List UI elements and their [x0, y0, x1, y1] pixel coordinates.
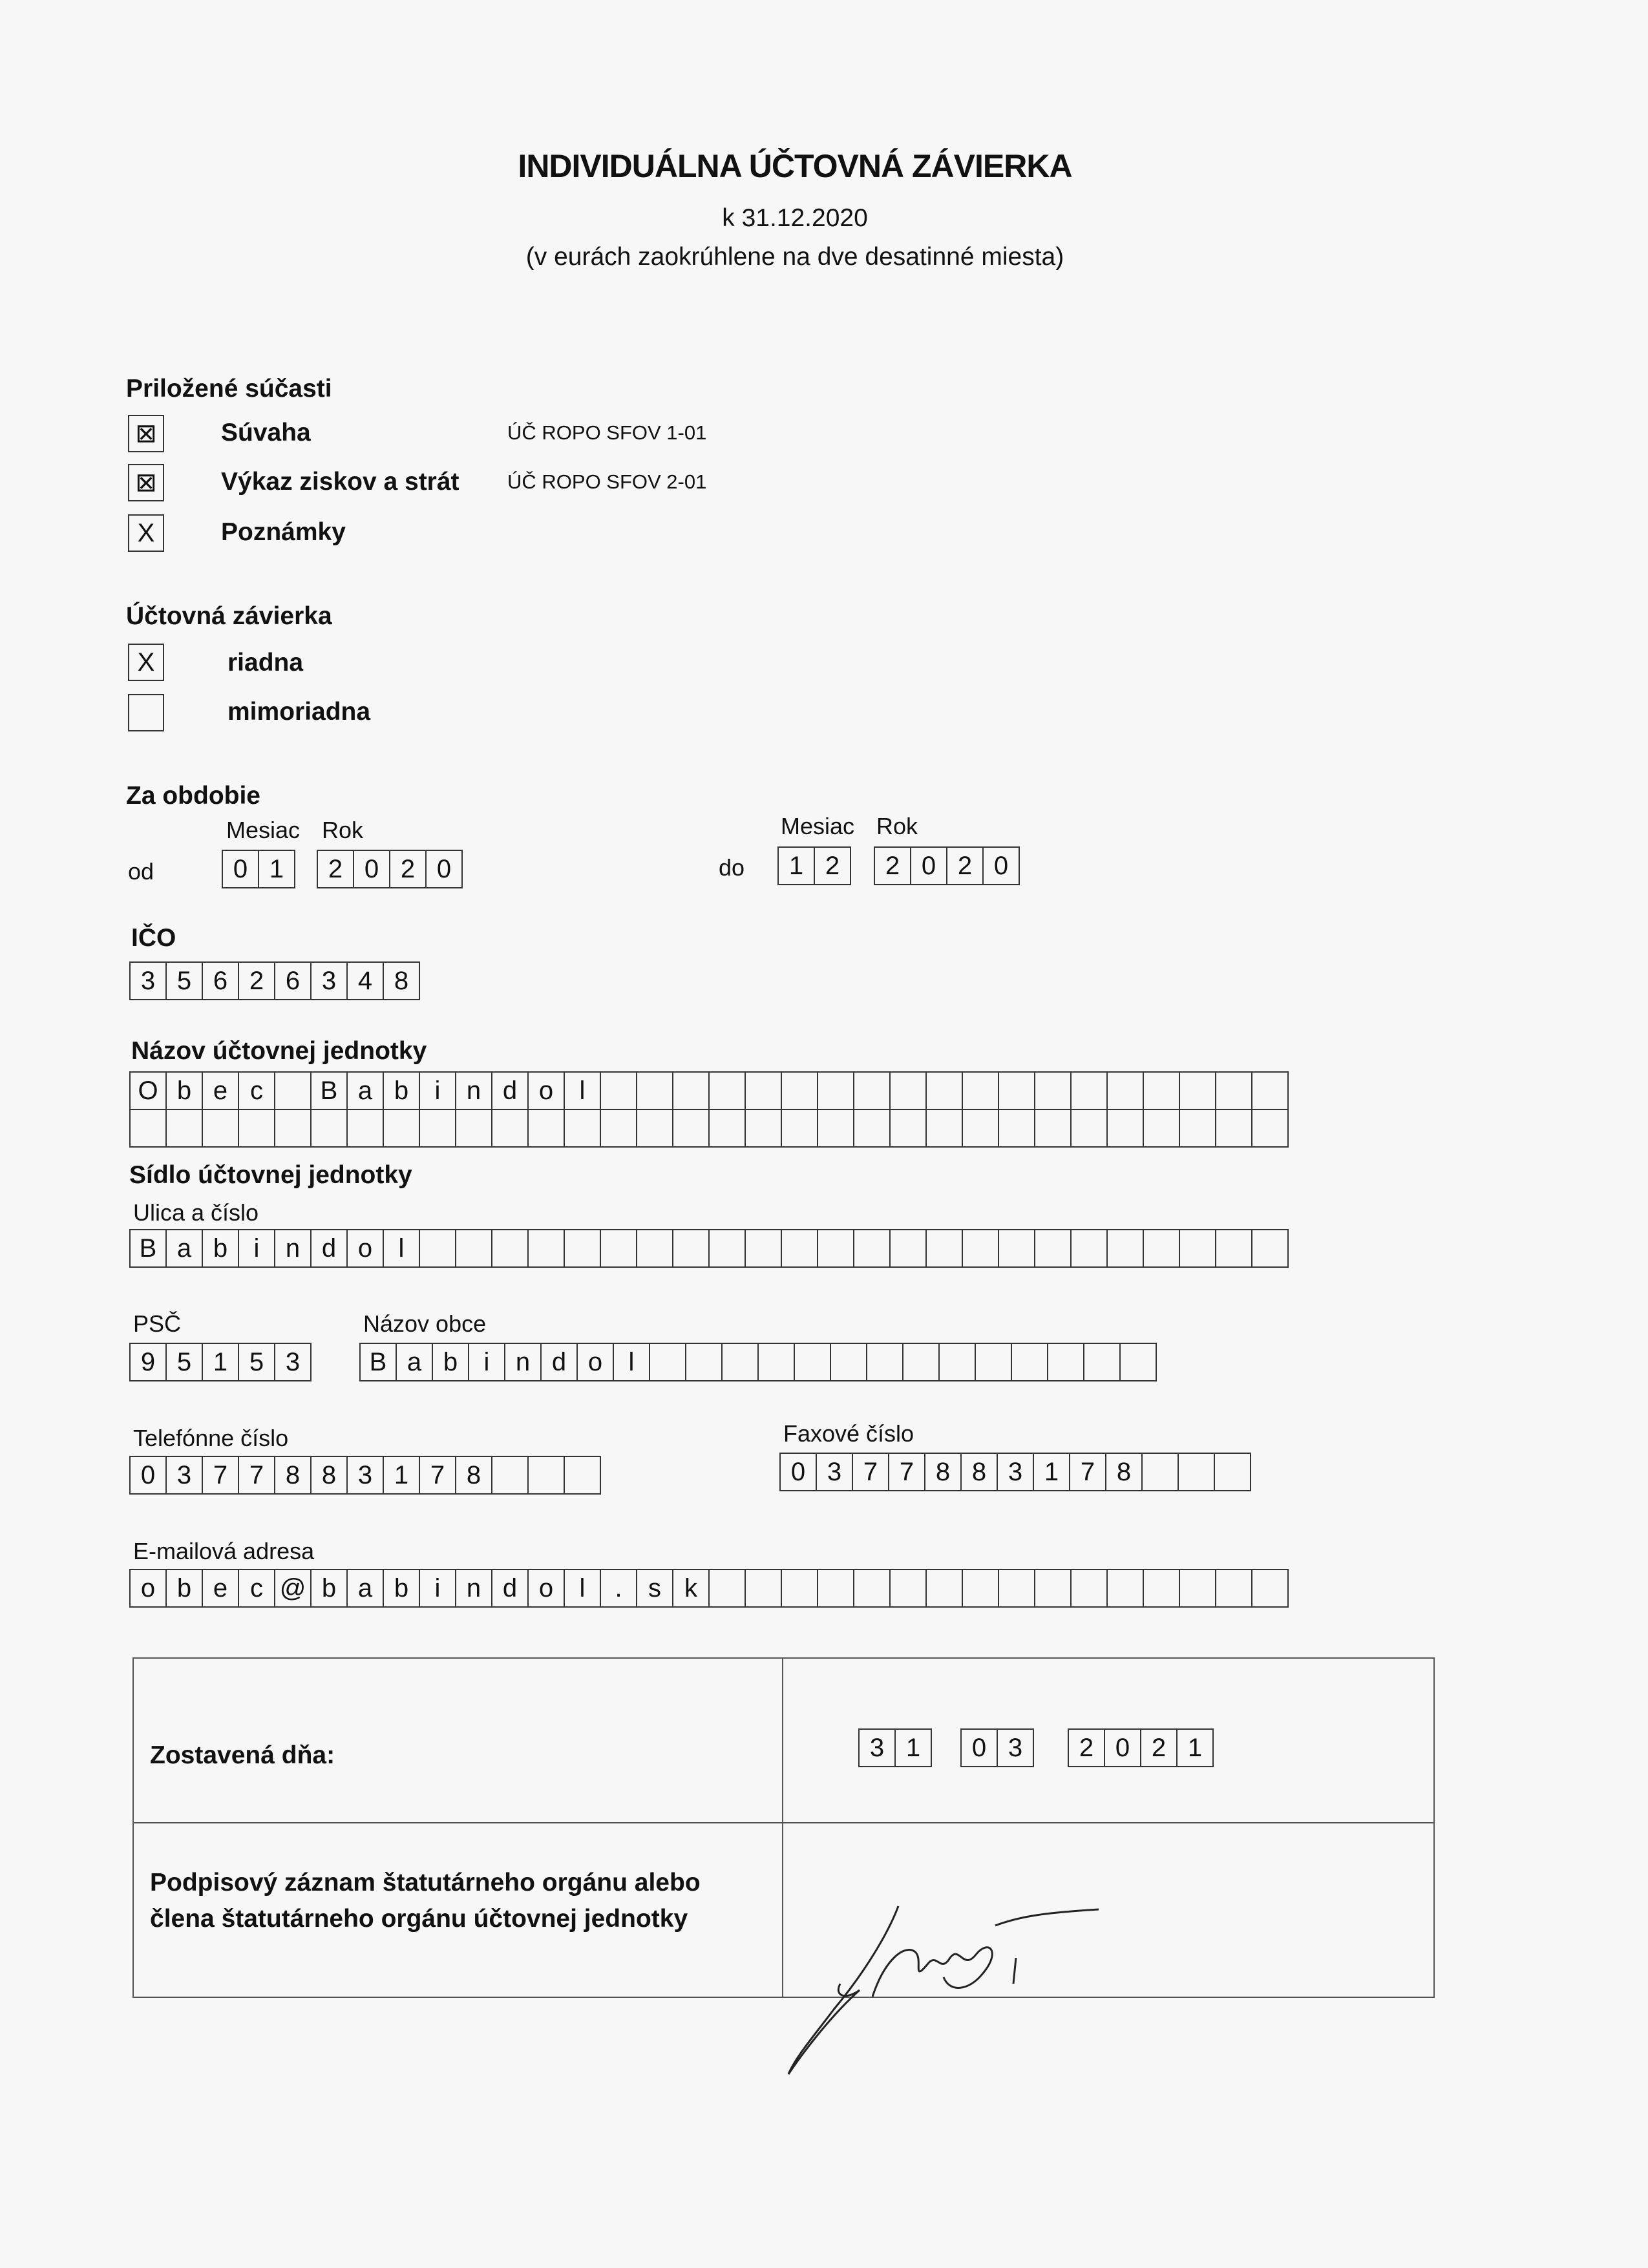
- code-suvaha: ÚČ ROPO SFOV 1-01: [507, 421, 707, 444]
- char-cell: 5: [238, 1343, 275, 1381]
- compiled-day-field[interactable]: [858, 1728, 932, 1767]
- char-cell: [1179, 1071, 1216, 1110]
- char-cell: B: [310, 1071, 348, 1110]
- char-cell: 3: [997, 1728, 1034, 1767]
- char-cell: [672, 1109, 710, 1148]
- char-cell: [649, 1343, 686, 1381]
- town-label: Názov obce: [363, 1310, 487, 1337]
- char-cell: o: [527, 1071, 565, 1110]
- phone-field[interactable]: [129, 1456, 601, 1495]
- char-cell: [781, 1071, 818, 1110]
- char-cell: [564, 1456, 601, 1495]
- char-cell: 8: [383, 961, 420, 1000]
- char-cell: 5: [165, 1343, 203, 1381]
- char-cell: d: [491, 1569, 529, 1608]
- compiled-label: Zostavená dňa:: [150, 1741, 335, 1769]
- char-cell: 3: [310, 961, 348, 1000]
- char-cell: [600, 1071, 637, 1110]
- char-cell: [794, 1343, 831, 1381]
- to-year-label: Rok: [876, 813, 918, 839]
- char-cell: [853, 1071, 891, 1110]
- attachments-heading: Priložené súčasti: [126, 375, 332, 403]
- char-cell: d: [540, 1343, 578, 1381]
- checkbox-suvaha[interactable]: ⊠: [128, 415, 164, 452]
- char-cell: [1179, 1569, 1216, 1608]
- char-cell: [962, 1109, 999, 1148]
- char-cell: [708, 1071, 746, 1110]
- char-cell: i: [238, 1229, 275, 1268]
- char-cell: [1143, 1071, 1180, 1110]
- char-cell: l: [613, 1343, 650, 1381]
- char-cell: [1106, 1569, 1144, 1608]
- checkbox-riadna[interactable]: X: [128, 644, 164, 681]
- signature-label-line-1: Podpisový záznam štatutárneho orgánu alebo: [150, 1869, 701, 1896]
- entity-name-row-2[interactable]: [129, 1109, 1289, 1148]
- from-label: od: [128, 858, 154, 885]
- char-cell: [455, 1229, 492, 1268]
- email-label: E-mailová adresa: [133, 1538, 315, 1564]
- char-cell: 0: [779, 1453, 817, 1491]
- char-cell: 3: [129, 961, 167, 1000]
- char-cell: 3: [346, 1456, 384, 1495]
- char-cell: [1251, 1569, 1289, 1608]
- char-cell: 7: [852, 1453, 889, 1491]
- document-title: INDIVIDUÁLNA ÚČTOVNÁ ZÁVIERKA: [518, 148, 1072, 184]
- char-cell: B: [129, 1229, 167, 1268]
- char-cell: 0: [1104, 1728, 1141, 1767]
- char-cell: [564, 1229, 601, 1268]
- label-poznamky: Poznámky: [221, 518, 346, 546]
- char-cell: o: [129, 1569, 167, 1608]
- char-cell: b: [383, 1569, 420, 1608]
- street-label: Ulica a číslo: [133, 1199, 259, 1226]
- code-vykaz: ÚČ ROPO SFOV 2-01: [507, 470, 707, 493]
- char-cell: [672, 1071, 710, 1110]
- compiled-month-field[interactable]: [960, 1728, 1034, 1767]
- char-cell: [636, 1109, 673, 1148]
- char-cell: [1214, 1453, 1251, 1491]
- char-cell: [998, 1229, 1035, 1268]
- char-cell: .: [600, 1569, 637, 1608]
- char-cell: [685, 1343, 723, 1381]
- char-cell: B: [359, 1343, 397, 1381]
- char-cell: [1143, 1109, 1180, 1148]
- char-cell: [998, 1569, 1035, 1608]
- char-cell: 5: [165, 961, 203, 1000]
- label-suvaha: Súvaha: [221, 419, 311, 446]
- char-cell: [1070, 1229, 1108, 1268]
- char-cell: 8: [455, 1456, 492, 1495]
- char-cell: [1034, 1229, 1072, 1268]
- char-cell: 6: [202, 961, 239, 1000]
- to-label: do: [719, 854, 745, 881]
- char-cell: e: [202, 1569, 239, 1608]
- char-cell: [274, 1109, 312, 1148]
- char-cell: [962, 1569, 999, 1608]
- char-cell: b: [432, 1343, 469, 1381]
- fax-label: Faxové číslo: [783, 1420, 914, 1447]
- char-cell: [1047, 1343, 1084, 1381]
- from-year-field[interactable]: [317, 850, 463, 888]
- char-cell: b: [383, 1071, 420, 1110]
- char-cell: [527, 1229, 565, 1268]
- char-cell: i: [468, 1343, 505, 1381]
- digit-cell: 2: [317, 850, 354, 888]
- char-cell: [817, 1229, 854, 1268]
- signature-icon: [776, 1887, 1112, 2081]
- char-cell: [708, 1229, 746, 1268]
- char-cell: [1143, 1569, 1180, 1608]
- char-cell: [889, 1071, 927, 1110]
- char-cell: [1215, 1569, 1252, 1608]
- char-cell: o: [346, 1229, 384, 1268]
- char-cell: [1143, 1229, 1180, 1268]
- char-cell: b: [310, 1569, 348, 1608]
- char-cell: [853, 1109, 891, 1148]
- char-cell: [1215, 1229, 1252, 1268]
- char-cell: [998, 1071, 1035, 1110]
- char-cell: [745, 1071, 782, 1110]
- digit-cell: 2: [389, 850, 427, 888]
- char-cell: [346, 1109, 384, 1148]
- char-cell: o: [576, 1343, 614, 1381]
- char-cell: a: [396, 1343, 433, 1381]
- char-cell: 1: [894, 1728, 932, 1767]
- label-vykaz: Výkaz ziskov a strát: [221, 468, 460, 496]
- char-cell: 7: [202, 1456, 239, 1495]
- char-cell: b: [202, 1229, 239, 1268]
- digit-cell: 1: [777, 846, 815, 885]
- char-cell: [1106, 1071, 1144, 1110]
- char-cell: [1034, 1071, 1072, 1110]
- char-cell: [564, 1109, 601, 1148]
- char-cell: [975, 1343, 1012, 1381]
- to-month-field[interactable]: [777, 846, 851, 885]
- char-cell: [817, 1071, 854, 1110]
- char-cell: [1251, 1229, 1289, 1268]
- char-cell: [745, 1569, 782, 1608]
- digit-cell: 0: [910, 846, 947, 885]
- from-year-label: Rok: [322, 817, 364, 843]
- label-mimoriadna: mimoriadna: [227, 698, 371, 726]
- char-cell: [781, 1569, 818, 1608]
- char-cell: [491, 1229, 529, 1268]
- char-cell: l: [564, 1569, 601, 1608]
- town-field[interactable]: [359, 1343, 1157, 1381]
- checkbox-poznamky[interactable]: X: [128, 514, 164, 552]
- char-cell: [962, 1071, 999, 1110]
- char-cell: 9: [129, 1343, 167, 1381]
- char-cell: [636, 1071, 673, 1110]
- char-cell: [721, 1343, 759, 1381]
- char-cell: [781, 1109, 818, 1148]
- char-cell: [383, 1109, 420, 1148]
- char-cell: 8: [274, 1456, 312, 1495]
- char-cell: 8: [310, 1456, 348, 1495]
- char-cell: 3: [858, 1728, 896, 1767]
- char-cell: [925, 1569, 963, 1608]
- char-cell: [708, 1569, 746, 1608]
- char-cell: 7: [888, 1453, 925, 1491]
- street-field[interactable]: [129, 1229, 1289, 1268]
- phone-label: Telefónne číslo: [133, 1425, 289, 1451]
- char-cell: [1106, 1109, 1144, 1148]
- char-cell: [1011, 1343, 1048, 1381]
- char-cell: 3: [165, 1456, 203, 1495]
- char-cell: 8: [960, 1453, 998, 1491]
- char-cell: [636, 1229, 673, 1268]
- entity-name-row-1[interactable]: [129, 1071, 1289, 1110]
- char-cell: n: [455, 1569, 492, 1608]
- document-date: k 31.12.2020: [722, 204, 868, 232]
- char-cell: [938, 1343, 976, 1381]
- char-cell: [925, 1229, 963, 1268]
- char-cell: [817, 1109, 854, 1148]
- char-cell: [925, 1109, 963, 1148]
- char-cell: 2: [1140, 1728, 1178, 1767]
- char-cell: [745, 1229, 782, 1268]
- char-cell: [817, 1569, 854, 1608]
- char-cell: [491, 1456, 529, 1495]
- char-cell: [853, 1229, 891, 1268]
- period-heading: Za obdobie: [126, 782, 260, 810]
- char-cell: 6: [274, 961, 312, 1000]
- checkbox-vykaz[interactable]: ⊠: [128, 464, 164, 501]
- ico-field[interactable]: [129, 961, 420, 1000]
- char-cell: l: [564, 1071, 601, 1110]
- to-year-field[interactable]: [874, 846, 1020, 885]
- char-cell: [1179, 1229, 1216, 1268]
- char-cell: [1070, 1071, 1108, 1110]
- fax-field[interactable]: [779, 1453, 1251, 1491]
- char-cell: [962, 1229, 999, 1268]
- char-cell: 3: [274, 1343, 312, 1381]
- char-cell: [889, 1569, 927, 1608]
- char-cell: [781, 1229, 818, 1268]
- char-cell: [419, 1109, 456, 1148]
- char-cell: [1106, 1229, 1144, 1268]
- char-cell: 7: [238, 1456, 275, 1495]
- char-cell: [1215, 1071, 1252, 1110]
- char-cell: i: [419, 1569, 456, 1608]
- digit-cell: 0: [222, 850, 259, 888]
- char-cell: [1119, 1343, 1157, 1381]
- char-cell: [419, 1229, 456, 1268]
- ico-label: IČO: [131, 924, 176, 952]
- char-cell: n: [504, 1343, 542, 1381]
- seat-label: Sídlo účtovnej jednotky: [129, 1161, 412, 1189]
- digit-cell: 2: [814, 846, 851, 885]
- char-cell: a: [346, 1569, 384, 1608]
- char-cell: a: [346, 1071, 384, 1110]
- char-cell: 7: [1069, 1453, 1106, 1491]
- char-cell: 1: [1176, 1728, 1214, 1767]
- char-cell: [902, 1343, 940, 1381]
- char-cell: O: [129, 1071, 167, 1110]
- digit-cell: 1: [258, 850, 295, 888]
- document-note: (v eurách zaokrúhlene na dve desatinné miesta): [525, 243, 1064, 271]
- char-cell: [708, 1109, 746, 1148]
- char-cell: [889, 1109, 927, 1148]
- char-cell: [1215, 1109, 1252, 1148]
- char-cell: 3: [816, 1453, 853, 1491]
- digit-cell: 0: [425, 850, 463, 888]
- char-cell: d: [491, 1071, 529, 1110]
- char-cell: 0: [960, 1728, 998, 1767]
- char-cell: k: [672, 1569, 710, 1608]
- char-cell: [998, 1109, 1035, 1148]
- char-cell: [925, 1071, 963, 1110]
- char-cell: 2: [1068, 1728, 1105, 1767]
- char-cell: n: [455, 1071, 492, 1110]
- digit-cell: 0: [982, 846, 1020, 885]
- char-cell: b: [165, 1071, 203, 1110]
- entity-name-label: Názov účtovnej jednotky: [131, 1037, 427, 1065]
- char-cell: [672, 1229, 710, 1268]
- char-cell: [310, 1109, 348, 1148]
- char-cell: o: [527, 1569, 565, 1608]
- char-cell: [1178, 1453, 1215, 1491]
- char-cell: [1179, 1109, 1216, 1148]
- char-cell: 1: [202, 1343, 239, 1381]
- char-cell: [1034, 1569, 1072, 1608]
- char-cell: i: [419, 1071, 456, 1110]
- label-riadna: riadna: [227, 649, 304, 677]
- char-cell: 8: [1105, 1453, 1143, 1491]
- signature-label-line-2: člena štatutárneho orgánu účtovnej jednotky: [150, 1905, 688, 1933]
- char-cell: [202, 1109, 239, 1148]
- char-cell: [527, 1456, 565, 1495]
- char-cell: 7: [419, 1456, 456, 1495]
- char-cell: 1: [1033, 1453, 1070, 1491]
- char-cell: [830, 1343, 867, 1381]
- char-cell: 1: [383, 1456, 420, 1495]
- char-cell: [1141, 1453, 1179, 1491]
- char-cell: [600, 1229, 637, 1268]
- checkbox-mimoriadna[interactable]: [128, 694, 164, 731]
- char-cell: 8: [924, 1453, 962, 1491]
- to-month-label: Mesiac: [781, 813, 855, 839]
- char-cell: [1070, 1109, 1108, 1148]
- char-cell: [165, 1109, 203, 1148]
- char-cell: [129, 1109, 167, 1148]
- char-cell: 0: [129, 1456, 167, 1495]
- char-cell: [274, 1071, 312, 1110]
- char-cell: e: [202, 1071, 239, 1110]
- from-month-field[interactable]: [222, 850, 295, 888]
- from-month-label: Mesiac: [226, 817, 301, 843]
- digit-cell: 2: [874, 846, 911, 885]
- char-cell: [853, 1569, 891, 1608]
- char-cell: [455, 1109, 492, 1148]
- char-cell: [1070, 1569, 1108, 1608]
- digit-cell: 2: [946, 846, 984, 885]
- char-cell: [866, 1343, 903, 1381]
- compiled-year-field[interactable]: [1068, 1728, 1214, 1767]
- zip-label: PSČ: [133, 1310, 182, 1337]
- char-cell: [889, 1229, 927, 1268]
- char-cell: c: [238, 1071, 275, 1110]
- digit-cell: 0: [353, 850, 390, 888]
- char-cell: s: [636, 1569, 673, 1608]
- zip-field[interactable]: [129, 1343, 312, 1381]
- char-cell: [1251, 1071, 1289, 1110]
- char-cell: [527, 1109, 565, 1148]
- char-cell: [757, 1343, 795, 1381]
- char-cell: [600, 1109, 637, 1148]
- char-cell: [238, 1109, 275, 1148]
- char-cell: 3: [997, 1453, 1034, 1491]
- char-cell: a: [165, 1229, 203, 1268]
- char-cell: c: [238, 1569, 275, 1608]
- char-cell: n: [274, 1229, 312, 1268]
- char-cell: b: [165, 1569, 203, 1608]
- char-cell: 2: [238, 961, 275, 1000]
- char-cell: d: [310, 1229, 348, 1268]
- char-cell: [1034, 1109, 1072, 1148]
- email-field[interactable]: [129, 1569, 1289, 1608]
- char-cell: [1083, 1343, 1121, 1381]
- closing-heading: Účtovná závierka: [126, 602, 332, 630]
- table-divider: [132, 1822, 1435, 1823]
- char-cell: 4: [346, 961, 384, 1000]
- char-cell: [745, 1109, 782, 1148]
- char-cell: [491, 1109, 529, 1148]
- char-cell: [1251, 1109, 1289, 1148]
- char-cell: @: [274, 1569, 312, 1608]
- char-cell: l: [383, 1229, 420, 1268]
